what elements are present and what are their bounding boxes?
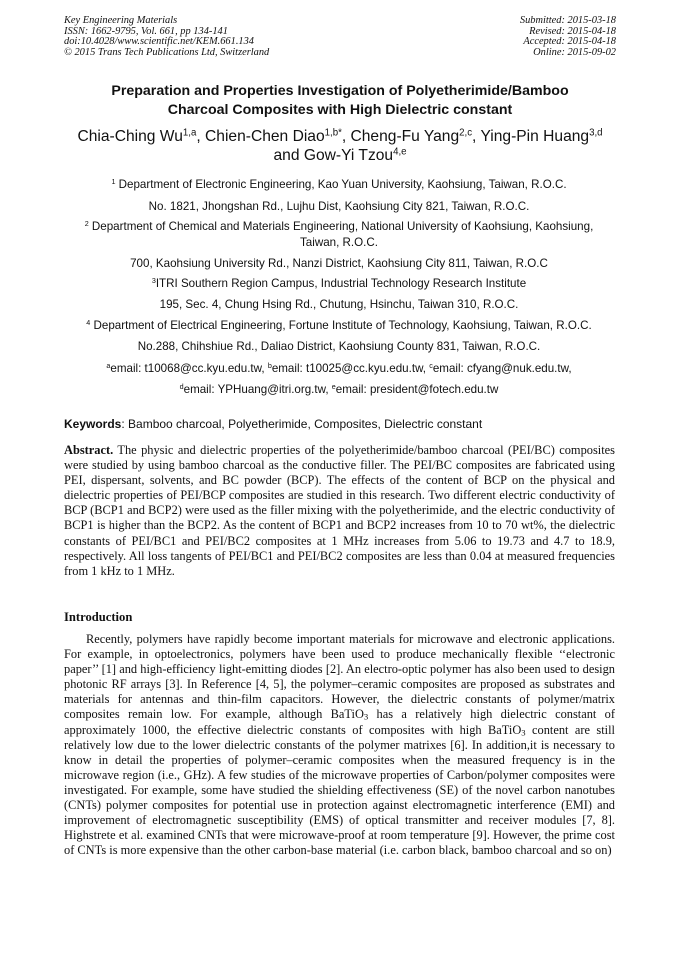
affiliation-text: Department of Electrical Engineering, Fortune Institute of Technology, Kaohsiung, Taiwan, R.O.C. (90, 319, 592, 332)
affiliation-text: ITRI Southern Region Campus, Industrial Technology Research Institute (155, 277, 527, 290)
keywords-label: Keywords (64, 417, 122, 431)
author-name: Gow-Yi Tzou (303, 147, 394, 164)
affiliation-mark: 2 (84, 219, 89, 229)
email-line-1 (52, 361, 626, 376)
author-name: Chien-Chen Diao (205, 128, 325, 145)
email-line-2 (52, 382, 626, 397)
intro-text: Recently, polymers have rapidly become important materials for microwave and electronic applications. For example, in optoelectronics, polymers have been used to produce mechanically flexible ‘‘electronic paper’’ [1] and high-efficiency light-emitting diodes [2]. An electro-optic polymer has also been used to design photonic RF arrays [3]. In Reference [4, 5], the polymer–ceramic composites are proposed as substrates and materials for antennas and thin-film capacitors. However, the dielectric constants of polymer/matrix composites remain low. For example, although BaTiO (64, 632, 615, 722)
email-address: email: president@fotech.edu.tw (335, 383, 499, 396)
author-affiliation-mark: 3,d (589, 127, 603, 139)
email-mark: c (429, 361, 433, 371)
affiliation-text: Department of Electronic Engineering, Kao Yuan University, Kaohsiung, Taiwan, R.O.C. (115, 178, 567, 191)
author-line-2 (40, 146, 640, 165)
affiliation-1 (52, 177, 626, 192)
email-address: email: t10025@cc.kyu.edu.tw, (271, 362, 430, 375)
affiliation-3 (52, 276, 626, 291)
affiliation-2 (52, 219, 626, 234)
date-accepted: Accepted: 2015-04-18 (523, 36, 616, 48)
keywords (64, 417, 624, 431)
email-address: email: t10068@cc.kyu.edu.tw, (110, 362, 268, 375)
date-submitted: Submitted: 2015-03-18 (519, 15, 616, 26)
intro-subscript: 3 (521, 727, 526, 738)
author-separator: , (341, 128, 351, 145)
intro-text: content are still relatively low due to the lower dielectric constants of the polymer matrixes [6]. In addition,it is necessary to know in detail the properties of polymer–ceramic composites when the measured frequency is in the microwave region (i.e., GHz). A few studies of the microwave properties of Carbon/polymer composites were investigated. For example, some have studied the shielding effectiveness (SE) of the novel carbon nanotubes (CNTs) polymer composites for potential use in protection against electromagnetic interference (EMI) and improvement of electromagnetic susceptibility (EMS) of optical transmitter and receiver modules [7, 8]. Highstrete et al. examined CNTs that were microwave-proof at room temperature [9]. However, the prime cost of CNTs is more expensive than the other carbon-base material (i.e. carbon black, bamboo charcoal and so on) (64, 722, 615, 858)
author-name: Cheng-Fu Yang (350, 128, 460, 145)
journal-name: Key Engineering Materials (64, 15, 178, 26)
intro-subscript: 3 (363, 712, 369, 723)
author-affiliation-mark: 2,c (459, 127, 473, 139)
affiliation-mark: 4 (86, 318, 91, 328)
affiliation-text: Department of Chemical and Materials Engineering, National University of Kaohsiung, Kaohsiung, (88, 220, 594, 233)
title-line-1: Preparation and Properties Investigation of Polyetherimide/Bamboo (111, 83, 569, 99)
author-name: Chia-Ching Wu (77, 128, 183, 145)
affiliation-3-address: 195, Sec. 4, Chung Hsing Rd., Chutung, Hsinchu, Taiwan 310, R.O.C. (159, 298, 519, 311)
date-revised: Revised: 2015-04-18 (529, 25, 616, 37)
email-mark: d (179, 382, 184, 392)
publication-dates (520, 16, 616, 58)
journal-copyright: © 2015 Trans Tech Publications Ltd, Switzerland (64, 46, 270, 58)
author-affiliation-mark: 1,a (182, 127, 197, 139)
introduction-paragraph (64, 632, 615, 858)
abstract-text: The physic and dielectric properties of the polyetherimide/bamboo charcoal (PEI/BC) composites were studied by using bamboo charcoal as the conductive filler. The PEI/BC composites are fabricated using PEI, dispersant, solvents, and BC powder (BCP). The effects of the content of BCP on the physical and dielectric properties of PEI/BCP composites are studied in this research. Two different electric conductivity of BCP (BCP1 and BCP2) were used as the filler mixing with the polyetherimide, and the electric conductivity of BCP1 is higher than the BCP2. As the content of BCP1 and BCP2 increases from 10 to 70 wt%, the dielectric constants of PEI/BC1 and PEI/BC2 composites at 1 MHz increases from 5.06 to 19.73 and 4.7 to 18.9, respectively. All loss tangents of PEI/BC1 and PEI/BC2 composites are less than 0.04 at measured frequencies from 1 kHz to 1 MHz. (64, 443, 615, 578)
affiliation-mark: 3 (151, 276, 156, 286)
affiliation-4 (52, 318, 626, 333)
abstract-label: Abstract. (64, 443, 114, 457)
author-name: Ying-Pin Huang (480, 128, 590, 145)
affiliation-4-address: No.288, Chihshiue Rd., Daliao District, Kaohsiung County 831, Taiwan, R.O.C. (137, 340, 541, 353)
email-address: email: YPHuang@itri.org.tw, (183, 383, 332, 396)
author-affiliation-mark: 1,b* (324, 127, 342, 139)
paper-title (50, 82, 630, 119)
email-mark: e (331, 382, 336, 392)
date-online: Online: 2015-09-02 (533, 46, 616, 58)
author-conjunction: and (273, 147, 304, 164)
journal-doi: doi:10.4028/www.scientific.net/KEM.661.134 (64, 36, 254, 48)
email-address: email: cfyang@nuk.edu.tw, (432, 362, 572, 375)
author-separator: , (196, 128, 206, 145)
author-line-1 (40, 127, 640, 146)
introduction-heading: Introduction (64, 610, 133, 624)
keywords-text: : Bamboo charcoal, Polyetherimide, Composites, Dielectric constant (121, 417, 483, 431)
email-mark: a (106, 361, 111, 371)
affiliation-2-address: 700, Kaohsiung University Rd., Nanzi District, Kaohsiung City 811, Taiwan, R.O.C (130, 257, 548, 270)
journal-info (64, 16, 269, 58)
author-list (40, 127, 640, 165)
author-separator: , (472, 128, 481, 145)
affiliation-mark: 1 (111, 177, 116, 187)
author-affiliation-mark: 4,e (393, 146, 407, 158)
affiliation-2-country: Taiwan, R.O.C. (300, 236, 378, 249)
title-line-2: Charcoal Composites with High Dielectric constant (167, 101, 513, 118)
journal-issn: ISSN: 1662-9795, Vol. 661, pp 134-141 (64, 25, 228, 37)
affiliation-1-address: No. 1821, Jhongshan Rd., Lujhu Dist, Kaohsiung City 821, Taiwan, R.O.C. (148, 200, 530, 213)
intro-text: has a relatively high dielectric constant of approximately 1000, the effective dielectric constants of composites with high BaTiO (64, 707, 616, 737)
abstract (64, 443, 615, 579)
email-mark: b (267, 361, 272, 371)
